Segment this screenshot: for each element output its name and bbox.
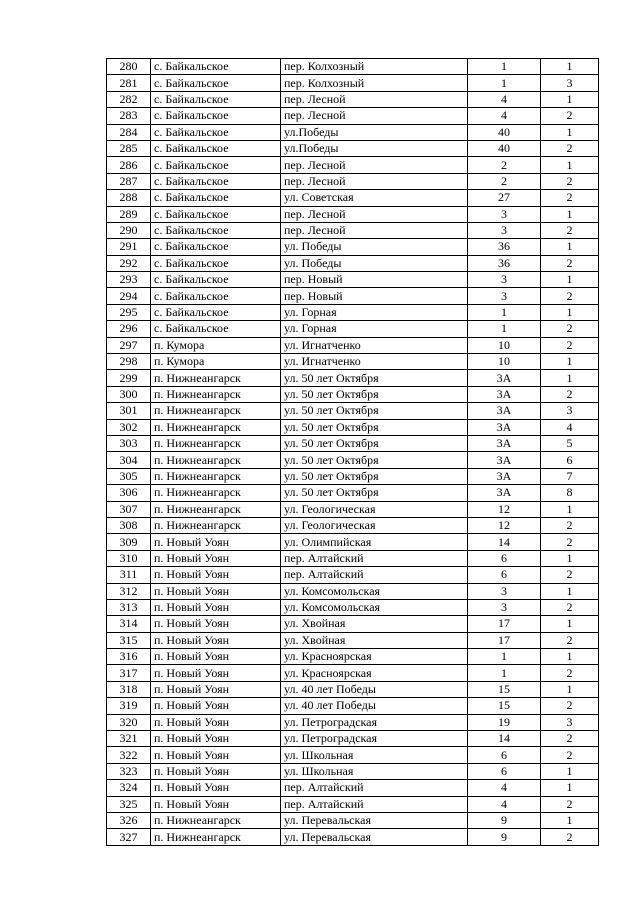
locality-cell: п. Новый Уоян <box>151 534 281 550</box>
table-row <box>107 829 599 845</box>
street-cell: ул. Советская <box>281 190 468 206</box>
street-cell: ул. 50 лет Октября <box>281 386 468 402</box>
row-number-cell: 287 <box>107 173 151 189</box>
apartment-number-cell: 4 <box>541 419 599 435</box>
locality-cell: п. Новый Уоян <box>151 550 281 566</box>
row-number-cell: 315 <box>107 632 151 648</box>
locality-cell: п. Нижнеангарск <box>151 812 281 828</box>
locality-cell: п. Нижнеангарск <box>151 370 281 386</box>
table-row <box>107 419 599 435</box>
apartment-number-cell: 2 <box>541 731 599 747</box>
apartment-number-cell: 2 <box>541 534 599 550</box>
house-number-cell: 17 <box>468 632 541 648</box>
apartment-number-cell: 2 <box>541 108 599 124</box>
street-cell: ул. Перевальская <box>281 812 468 828</box>
locality-cell: с. Байкальское <box>151 173 281 189</box>
table-row <box>107 665 599 681</box>
house-number-cell: 14 <box>468 534 541 550</box>
apartment-number-cell: 2 <box>541 665 599 681</box>
table-row <box>107 206 599 222</box>
street-cell: пер. Лесной <box>281 157 468 173</box>
table-row <box>107 780 599 796</box>
table-row <box>107 731 599 747</box>
house-number-cell: 3А <box>468 468 541 484</box>
row-number-cell: 316 <box>107 649 151 665</box>
locality-cell: п. Новый Уоян <box>151 681 281 697</box>
locality-cell: п. Новый Уоян <box>151 583 281 599</box>
table-row <box>107 190 599 206</box>
row-number-cell: 299 <box>107 370 151 386</box>
house-number-cell: 3А <box>468 386 541 402</box>
locality-cell: п. Новый Уоян <box>151 747 281 763</box>
house-number-cell: 6 <box>468 747 541 763</box>
street-cell: ул. Школьная <box>281 763 468 779</box>
table-row <box>107 501 599 517</box>
table-row <box>107 108 599 124</box>
apartment-number-cell: 1 <box>541 124 599 140</box>
locality-cell: п. Нижнеангарск <box>151 452 281 468</box>
street-cell: пер. Алтайский <box>281 550 468 566</box>
table-row <box>107 75 599 91</box>
row-number-cell: 327 <box>107 829 151 845</box>
street-cell: ул. Победы <box>281 255 468 271</box>
row-number-cell: 291 <box>107 239 151 255</box>
street-cell: ул. Перевальская <box>281 829 468 845</box>
street-cell: пер. Лесной <box>281 173 468 189</box>
table-row <box>107 812 599 828</box>
house-number-cell: 27 <box>468 190 541 206</box>
house-number-cell: 40 <box>468 140 541 156</box>
apartment-number-cell: 2 <box>541 337 599 353</box>
locality-cell: п. Новый Уоян <box>151 796 281 812</box>
house-number-cell: 6 <box>468 763 541 779</box>
table-row <box>107 599 599 615</box>
street-cell: ул. 50 лет Октября <box>281 468 468 484</box>
locality-cell: п. Нижнеангарск <box>151 435 281 451</box>
row-number-cell: 310 <box>107 550 151 566</box>
table-row <box>107 632 599 648</box>
street-cell: ул. Петроградская <box>281 714 468 730</box>
locality-cell: п. Нижнеангарск <box>151 517 281 533</box>
street-cell: ул. 50 лет Октября <box>281 370 468 386</box>
row-number-cell: 293 <box>107 272 151 288</box>
table-row <box>107 681 599 697</box>
table-row <box>107 517 599 533</box>
house-number-cell: 2 <box>468 173 541 189</box>
street-cell: ул. Игнатченко <box>281 337 468 353</box>
table-row <box>107 747 599 763</box>
house-number-cell: 36 <box>468 255 541 271</box>
street-cell: пер. Колхозный <box>281 75 468 91</box>
house-number-cell: 4 <box>468 91 541 107</box>
locality-cell: п. Нижнеангарск <box>151 386 281 402</box>
row-number-cell: 297 <box>107 337 151 353</box>
house-number-cell: 12 <box>468 517 541 533</box>
street-cell: ул. 50 лет Октября <box>281 419 468 435</box>
house-number-cell: 3А <box>468 435 541 451</box>
locality-cell: п. Нижнеангарск <box>151 501 281 517</box>
locality-cell: п. Кумора <box>151 354 281 370</box>
street-cell: ул. 50 лет Октября <box>281 452 468 468</box>
locality-cell: п. Новый Уоян <box>151 632 281 648</box>
table-row <box>107 403 599 419</box>
row-number-cell: 285 <box>107 140 151 156</box>
row-number-cell: 280 <box>107 59 151 75</box>
locality-cell: п. Новый Уоян <box>151 763 281 779</box>
apartment-number-cell: 3 <box>541 403 599 419</box>
street-cell: пер. Алтайский <box>281 780 468 796</box>
street-cell: ул. Хвойная <box>281 616 468 632</box>
row-number-cell: 314 <box>107 616 151 632</box>
table-row <box>107 649 599 665</box>
apartment-number-cell: 2 <box>541 599 599 615</box>
locality-cell: с. Байкальское <box>151 124 281 140</box>
locality-cell: п. Нижнеангарск <box>151 829 281 845</box>
apartment-number-cell: 8 <box>541 485 599 501</box>
table-row <box>107 583 599 599</box>
house-number-cell: 15 <box>468 681 541 697</box>
street-cell: ул. Комсомольская <box>281 599 468 615</box>
locality-cell: с. Байкальское <box>151 239 281 255</box>
street-cell: ул. 50 лет Октября <box>281 435 468 451</box>
locality-cell: п. Кумора <box>151 337 281 353</box>
apartment-number-cell: 1 <box>541 681 599 697</box>
table-row <box>107 534 599 550</box>
street-cell: ул. Школьная <box>281 747 468 763</box>
table-row <box>107 255 599 271</box>
row-number-cell: 295 <box>107 304 151 320</box>
locality-cell: с. Байкальское <box>151 321 281 337</box>
apartment-number-cell: 1 <box>541 812 599 828</box>
table-row <box>107 337 599 353</box>
apartment-number-cell: 6 <box>541 452 599 468</box>
house-number-cell: 1 <box>468 304 541 320</box>
street-cell: ул.Победы <box>281 140 468 156</box>
apartment-number-cell: 2 <box>541 140 599 156</box>
apartment-number-cell: 2 <box>541 386 599 402</box>
locality-cell: п. Новый Уоян <box>151 698 281 714</box>
house-number-cell: 3 <box>468 272 541 288</box>
street-cell: ул. 50 лет Октября <box>281 403 468 419</box>
house-number-cell: 12 <box>468 501 541 517</box>
row-number-cell: 281 <box>107 75 151 91</box>
table-row <box>107 272 599 288</box>
row-number-cell: 304 <box>107 452 151 468</box>
house-number-cell: 1 <box>468 665 541 681</box>
apartment-number-cell: 1 <box>541 780 599 796</box>
locality-cell: п. Нижнеангарск <box>151 419 281 435</box>
street-cell: ул. Красноярская <box>281 649 468 665</box>
apartment-number-cell: 3 <box>541 75 599 91</box>
table-row <box>107 567 599 583</box>
row-number-cell: 302 <box>107 419 151 435</box>
house-number-cell: 2 <box>468 157 541 173</box>
apartment-number-cell: 1 <box>541 354 599 370</box>
house-number-cell: 3А <box>468 403 541 419</box>
table-row <box>107 321 599 337</box>
table-row <box>107 386 599 402</box>
apartment-number-cell: 1 <box>541 272 599 288</box>
row-number-cell: 286 <box>107 157 151 173</box>
row-number-cell: 288 <box>107 190 151 206</box>
street-cell: пер. Алтайский <box>281 796 468 812</box>
house-number-cell: 6 <box>468 550 541 566</box>
street-cell: пер. Новый <box>281 288 468 304</box>
street-cell: ул. Олимпийская <box>281 534 468 550</box>
table-row <box>107 140 599 156</box>
house-number-cell: 1 <box>468 75 541 91</box>
locality-cell: с. Байкальское <box>151 140 281 156</box>
row-number-cell: 317 <box>107 665 151 681</box>
street-cell: пер. Лесной <box>281 222 468 238</box>
street-cell: ул. Комсомольская <box>281 583 468 599</box>
house-number-cell: 19 <box>468 714 541 730</box>
apartment-number-cell: 1 <box>541 206 599 222</box>
locality-cell: с. Байкальское <box>151 157 281 173</box>
apartment-number-cell: 1 <box>541 583 599 599</box>
street-cell: пер. Колхозный <box>281 59 468 75</box>
house-number-cell: 3 <box>468 206 541 222</box>
house-number-cell: 4 <box>468 780 541 796</box>
table-row <box>107 354 599 370</box>
table-row <box>107 763 599 779</box>
row-number-cell: 318 <box>107 681 151 697</box>
address-table <box>106 58 599 846</box>
house-number-cell: 40 <box>468 124 541 140</box>
locality-cell: с. Байкальское <box>151 75 281 91</box>
row-number-cell: 326 <box>107 812 151 828</box>
apartment-number-cell: 1 <box>541 501 599 517</box>
row-number-cell: 292 <box>107 255 151 271</box>
apartment-number-cell: 1 <box>541 304 599 320</box>
apartment-number-cell: 2 <box>541 796 599 812</box>
apartment-number-cell: 2 <box>541 190 599 206</box>
locality-cell: с. Байкальское <box>151 222 281 238</box>
row-number-cell: 325 <box>107 796 151 812</box>
house-number-cell: 4 <box>468 108 541 124</box>
row-number-cell: 303 <box>107 435 151 451</box>
row-number-cell: 296 <box>107 321 151 337</box>
row-number-cell: 311 <box>107 567 151 583</box>
row-number-cell: 320 <box>107 714 151 730</box>
row-number-cell: 289 <box>107 206 151 222</box>
street-cell: ул. Геологическая <box>281 517 468 533</box>
locality-cell: п. Новый Уоян <box>151 567 281 583</box>
apartment-number-cell: 2 <box>541 698 599 714</box>
street-cell: пер. Лесной <box>281 206 468 222</box>
apartment-number-cell: 2 <box>541 567 599 583</box>
table-row <box>107 485 599 501</box>
row-number-cell: 321 <box>107 731 151 747</box>
apartment-number-cell: 2 <box>541 222 599 238</box>
house-number-cell: 1 <box>468 321 541 337</box>
apartment-number-cell: 3 <box>541 714 599 730</box>
row-number-cell: 323 <box>107 763 151 779</box>
house-number-cell: 9 <box>468 829 541 845</box>
table-row <box>107 59 599 75</box>
table-row <box>107 157 599 173</box>
locality-cell: п. Новый Уоян <box>151 731 281 747</box>
locality-cell: п. Нижнеангарск <box>151 468 281 484</box>
street-cell: ул. Горная <box>281 304 468 320</box>
apartment-number-cell: 2 <box>541 517 599 533</box>
locality-cell: п. Новый Уоян <box>151 649 281 665</box>
house-number-cell: 3А <box>468 419 541 435</box>
row-number-cell: 309 <box>107 534 151 550</box>
house-number-cell: 17 <box>468 616 541 632</box>
row-number-cell: 312 <box>107 583 151 599</box>
locality-cell: с. Байкальское <box>151 255 281 271</box>
row-number-cell: 301 <box>107 403 151 419</box>
locality-cell: с. Байкальское <box>151 304 281 320</box>
table-row <box>107 173 599 189</box>
house-number-cell: 3 <box>468 599 541 615</box>
house-number-cell: 10 <box>468 337 541 353</box>
apartment-number-cell: 2 <box>541 173 599 189</box>
apartment-number-cell: 1 <box>541 239 599 255</box>
table-row <box>107 616 599 632</box>
apartment-number-cell: 1 <box>541 616 599 632</box>
row-number-cell: 307 <box>107 501 151 517</box>
locality-cell: п. Новый Уоян <box>151 714 281 730</box>
house-number-cell: 9 <box>468 812 541 828</box>
table-row <box>107 222 599 238</box>
apartment-number-cell: 1 <box>541 550 599 566</box>
apartment-number-cell: 1 <box>541 157 599 173</box>
row-number-cell: 319 <box>107 698 151 714</box>
row-number-cell: 283 <box>107 108 151 124</box>
apartment-number-cell: 1 <box>541 370 599 386</box>
locality-cell: с. Байкальское <box>151 59 281 75</box>
house-number-cell: 15 <box>468 698 541 714</box>
street-cell: ул. 40 лет Победы <box>281 681 468 697</box>
locality-cell: с. Байкальское <box>151 108 281 124</box>
locality-cell: п. Нижнеангарск <box>151 485 281 501</box>
row-number-cell: 322 <box>107 747 151 763</box>
locality-cell: п. Новый Уоян <box>151 616 281 632</box>
house-number-cell: 10 <box>468 354 541 370</box>
table-row <box>107 796 599 812</box>
table-row <box>107 714 599 730</box>
house-number-cell: 3 <box>468 288 541 304</box>
apartment-number-cell: 1 <box>541 59 599 75</box>
house-number-cell: 1 <box>468 649 541 665</box>
house-number-cell: 36 <box>468 239 541 255</box>
apartment-number-cell: 2 <box>541 632 599 648</box>
table-row <box>107 91 599 107</box>
house-number-cell: 4 <box>468 796 541 812</box>
street-cell: ул. Горная <box>281 321 468 337</box>
table-row <box>107 435 599 451</box>
house-number-cell: 3А <box>468 370 541 386</box>
row-number-cell: 324 <box>107 780 151 796</box>
apartment-number-cell: 1 <box>541 91 599 107</box>
street-cell: пер. Новый <box>281 272 468 288</box>
table-row <box>107 452 599 468</box>
street-cell: ул. Хвойная <box>281 632 468 648</box>
row-number-cell: 284 <box>107 124 151 140</box>
locality-cell: п. Новый Уоян <box>151 665 281 681</box>
row-number-cell: 308 <box>107 517 151 533</box>
table-row <box>107 550 599 566</box>
apartment-number-cell: 2 <box>541 255 599 271</box>
street-cell: ул. 40 лет Победы <box>281 698 468 714</box>
row-number-cell: 306 <box>107 485 151 501</box>
row-number-cell: 290 <box>107 222 151 238</box>
row-number-cell: 298 <box>107 354 151 370</box>
street-cell: пер. Лесной <box>281 91 468 107</box>
table-row <box>107 304 599 320</box>
locality-cell: с. Байкальское <box>151 91 281 107</box>
locality-cell: п. Нижнеангарск <box>151 403 281 419</box>
row-number-cell: 313 <box>107 599 151 615</box>
locality-cell: с. Байкальское <box>151 272 281 288</box>
house-number-cell: 1 <box>468 59 541 75</box>
apartment-number-cell: 7 <box>541 468 599 484</box>
street-cell: ул. Победы <box>281 239 468 255</box>
house-number-cell: 14 <box>468 731 541 747</box>
street-cell: пер. Лесной <box>281 108 468 124</box>
apartment-number-cell: 2 <box>541 829 599 845</box>
table-row <box>107 698 599 714</box>
apartment-number-cell: 5 <box>541 435 599 451</box>
street-cell: ул. Красноярская <box>281 665 468 681</box>
row-number-cell: 294 <box>107 288 151 304</box>
street-cell: ул. Игнатченко <box>281 354 468 370</box>
table-row <box>107 124 599 140</box>
locality-cell: с. Байкальское <box>151 288 281 304</box>
table-row <box>107 288 599 304</box>
street-cell: ул. Геологическая <box>281 501 468 517</box>
locality-cell: с. Байкальское <box>151 190 281 206</box>
row-number-cell: 300 <box>107 386 151 402</box>
street-cell: ул. 50 лет Октября <box>281 485 468 501</box>
house-number-cell: 6 <box>468 567 541 583</box>
house-number-cell: 3А <box>468 452 541 468</box>
row-number-cell: 305 <box>107 468 151 484</box>
table-row <box>107 468 599 484</box>
street-cell: ул. Петроградская <box>281 731 468 747</box>
table-row <box>107 239 599 255</box>
apartment-number-cell: 1 <box>541 649 599 665</box>
house-number-cell: 3 <box>468 222 541 238</box>
locality-cell: п. Новый Уоян <box>151 599 281 615</box>
address-table-body <box>107 59 599 846</box>
house-number-cell: 3А <box>468 485 541 501</box>
locality-cell: п. Новый Уоян <box>151 780 281 796</box>
row-number-cell: 282 <box>107 91 151 107</box>
locality-cell: с. Байкальское <box>151 206 281 222</box>
apartment-number-cell: 1 <box>541 763 599 779</box>
apartment-number-cell: 2 <box>541 288 599 304</box>
house-number-cell: 3 <box>468 583 541 599</box>
table-row <box>107 370 599 386</box>
apartment-number-cell: 2 <box>541 747 599 763</box>
apartment-number-cell: 2 <box>541 321 599 337</box>
street-cell: пер. Алтайский <box>281 567 468 583</box>
street-cell: ул.Победы <box>281 124 468 140</box>
